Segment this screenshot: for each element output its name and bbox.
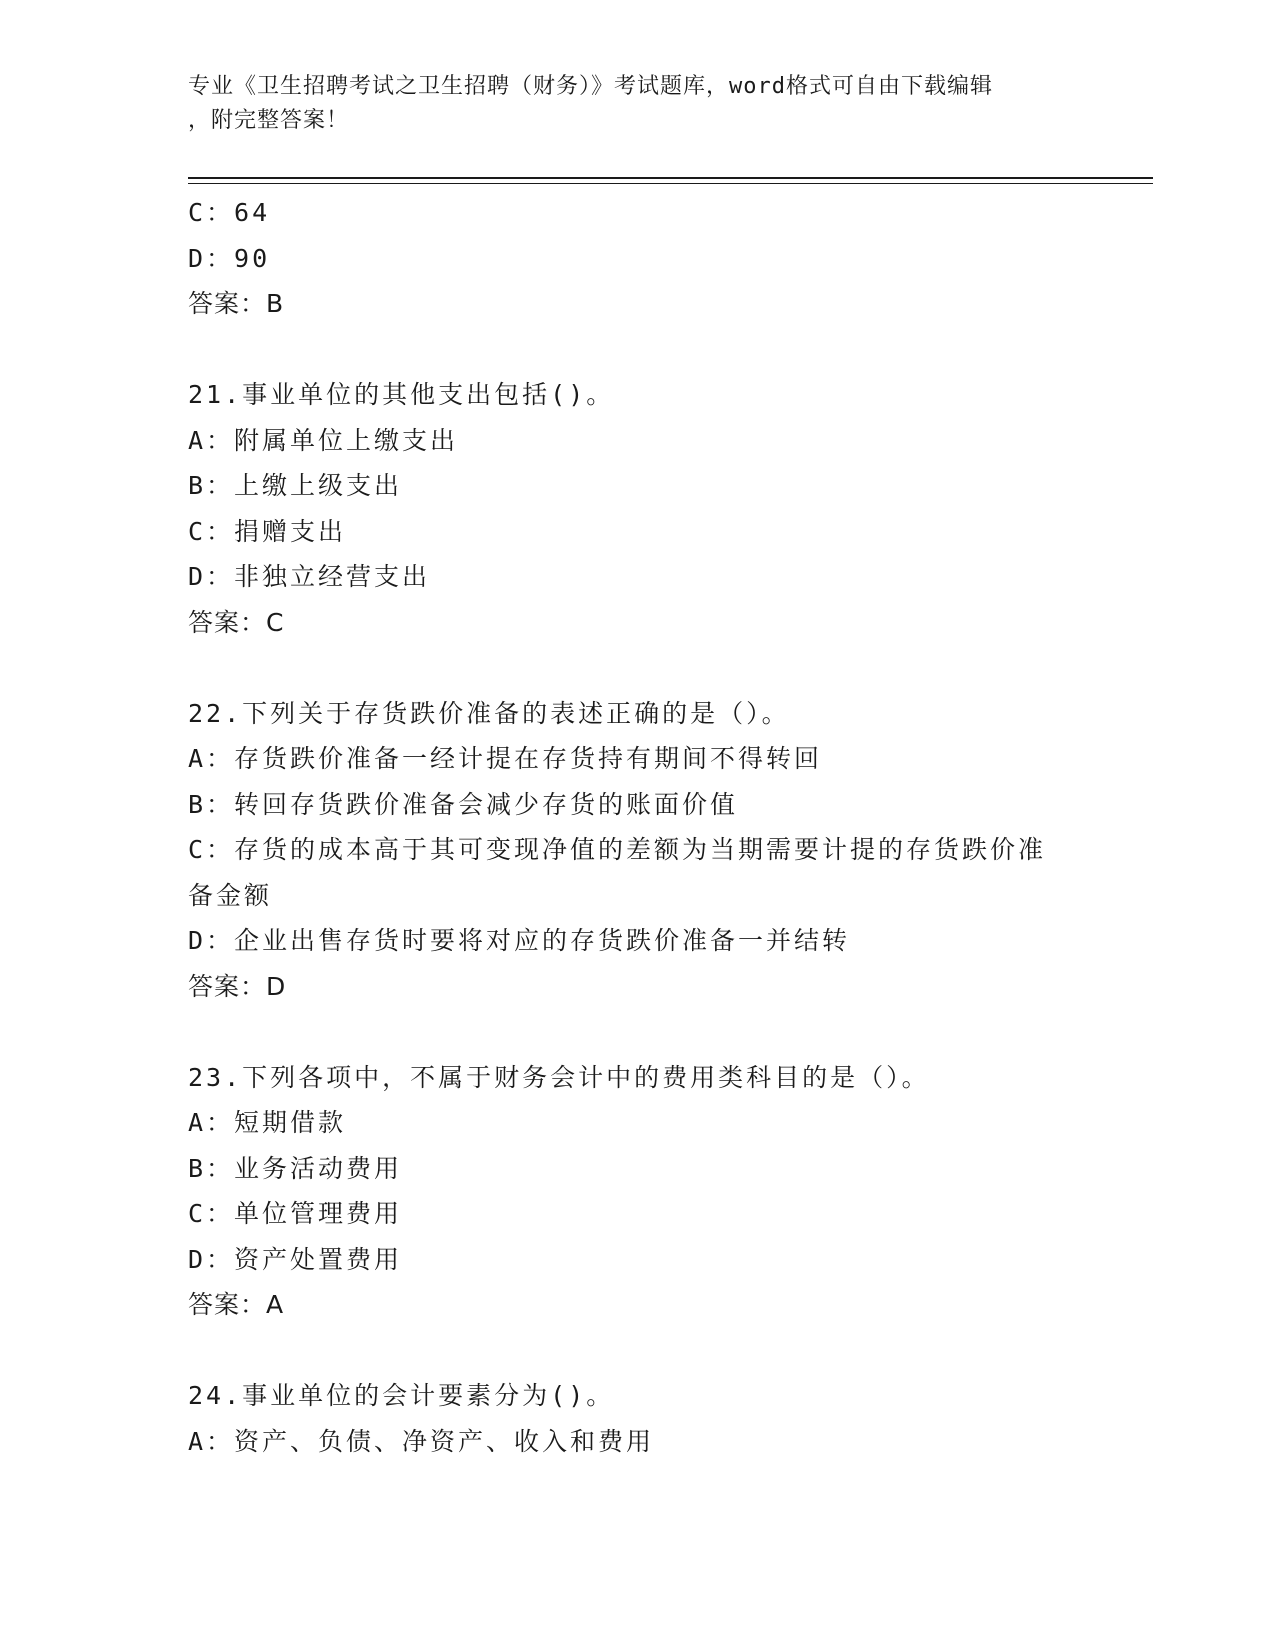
question-block-21: [188, 372, 1088, 645]
question-text: 23.下列各项中，不属于财务会计中的费用类科目的是（）。: [188, 1062, 930, 1092]
header-divider-thick: [188, 177, 1153, 179]
option-c: C：64: [188, 198, 271, 227]
answer-line: 答案：B: [188, 289, 285, 318]
question-list: [188, 190, 1088, 1464]
question-block-24: [188, 1373, 1088, 1464]
option-b: B：转回存货跌价准备会减少存货的账面价值: [188, 789, 739, 819]
option-c: C：存货的成本高于其可变现净值的差额为当期需要计提的存货跌价准: [188, 835, 1047, 864]
question-text: 24.事业单位的会计要素分为()。: [188, 1381, 615, 1410]
option-b: B：上缴上级支出: [188, 471, 403, 500]
question-text: 21.事业单位的其他支出包括()。: [188, 380, 615, 409]
option-d: D：非独立经营支出: [188, 562, 431, 591]
question-block-23: [188, 1055, 1088, 1328]
option-a: A：附属单位上缴支出: [188, 425, 459, 455]
option-c: C：单位管理费用: [188, 1199, 403, 1228]
question-block-prev: [188, 190, 1088, 327]
spacer: [188, 645, 1088, 691]
spacer: [188, 1009, 1088, 1055]
answer-line: 答案：C: [188, 607, 285, 637]
question-block-22: [188, 691, 1088, 1010]
option-d: D：企业出售存货时要将对应的存货跌价准备一并结转: [188, 926, 851, 955]
option-c-continued: 备金额: [188, 880, 273, 910]
answer-line: 答案：A: [188, 1290, 285, 1319]
header-line-1: 专业《卫生招聘考试之卫生招聘（财务）》考试题库，word格式可自由下载编辑: [188, 74, 993, 99]
spacer: [188, 327, 1088, 373]
question-text: 22.下列关于存货跌价准备的表述正确的是（）。: [188, 698, 790, 728]
option-a: A：存货跌价准备一经计提在存货持有期间不得转回: [188, 744, 823, 773]
spacer: [188, 1328, 1088, 1374]
page-header: [188, 70, 1088, 138]
header-divider-thin: [188, 183, 1153, 184]
answer-line: 答案：D: [188, 971, 287, 1001]
option-c: C：捐赠支出: [188, 516, 347, 546]
option-b: B：业务活动费用: [188, 1153, 403, 1183]
option-a: A：短期借款: [188, 1108, 347, 1137]
option-d: D：资产处置费用: [188, 1244, 403, 1274]
option-d: D：90: [188, 243, 271, 273]
header-line-2: ，附完整答案！: [188, 108, 350, 133]
option-a: A：资产、负债、净资产、收入和费用: [188, 1426, 655, 1456]
